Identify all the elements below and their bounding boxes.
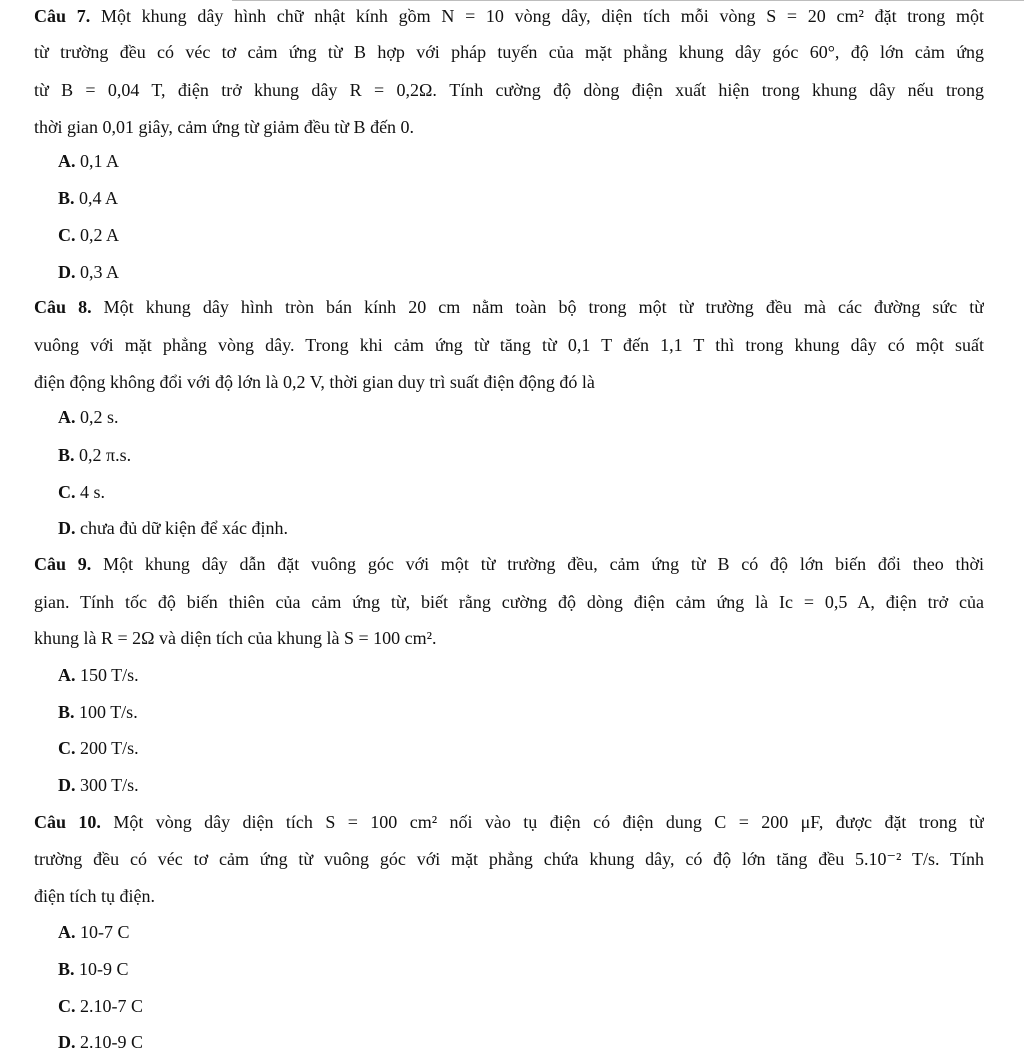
option-letter: A. <box>58 665 76 685</box>
option-letter: C. <box>58 996 76 1016</box>
option-text: 10-7 C <box>80 922 130 942</box>
q10-line-3: điện tích tụ điện. <box>34 886 155 906</box>
top-rule <box>232 0 1024 1</box>
option-letter: D. <box>58 518 76 538</box>
q7-option-d <box>58 261 119 283</box>
q9-option-b <box>58 701 138 723</box>
q9-line-1: Câu 9. Một khung dây dẫn đặt vuông góc với một từ trường đều, cảm ứng từ B có độ lớn biến đổi theo thời <box>34 554 984 574</box>
option-letter: D. <box>58 1032 76 1052</box>
q10-option-b <box>58 958 129 980</box>
option-letter: C. <box>58 482 76 502</box>
q10-option-a <box>58 921 130 943</box>
q9-option-d <box>58 774 139 796</box>
q9-option-a <box>58 664 139 686</box>
q8-line-1: Câu 8. Một khung dây hình tròn bán kính 20 cm nằm toàn bộ trong một từ trường đều mà các đường sức từ <box>34 297 984 317</box>
option-letter: B. <box>58 445 75 465</box>
q7-option-a <box>58 150 119 172</box>
option-text: 0,4 A <box>79 188 119 208</box>
option-text: 4 s. <box>80 482 106 502</box>
option-text: 0,3 A <box>80 262 120 282</box>
option-text: 0,2 A <box>80 225 120 245</box>
q9-line-3: khung là R = 2Ω và diện tích của khung là S = 100 cm². <box>34 628 437 648</box>
option-letter: D. <box>58 262 76 282</box>
option-text: 0,2 s. <box>80 407 119 427</box>
option-letter: A. <box>58 151 76 171</box>
q7-line-3: từ B = 0,04 T, điện trở khung dây R = 0,2Ω. Tính cường độ dòng điện xuất hiện trong khung dây nếu trong <box>34 80 984 100</box>
q8-line-3: điện động không đổi với độ lớn là 0,2 V, thời gian duy trì suất điện động đó là <box>34 372 595 392</box>
q8-option-c <box>58 481 105 503</box>
option-letter: A. <box>58 922 76 942</box>
option-text: 2.10-7 C <box>80 996 143 1016</box>
q9-option-c <box>58 737 139 759</box>
option-letter: C. <box>58 225 76 245</box>
q8-option-a <box>58 406 119 428</box>
q7-line-1: Câu 7. Một khung dây hình chữ nhật kính gồm N = 10 vòng dây, diện tích mỗi vòng S = 20 cm² đặt trong một <box>34 6 984 26</box>
q7-line-4: thời gian 0,01 giây, cảm ứng từ giảm đều từ B đến 0. <box>34 117 415 137</box>
option-text: 300 T/s. <box>80 775 139 795</box>
q8-option-d <box>58 517 288 539</box>
question-number: Câu 7. <box>34 6 91 26</box>
question-number: Câu 10. <box>34 812 101 832</box>
option-text: 200 T/s. <box>80 738 139 758</box>
option-text: 150 T/s. <box>80 665 139 685</box>
option-text: 0,2 π.s. <box>79 445 132 465</box>
option-letter: B. <box>58 188 75 208</box>
option-letter: D. <box>58 775 76 795</box>
option-text: 10-9 C <box>79 959 129 979</box>
q10-line-2: trường đều có véc tơ cảm ứng từ vuông góc với mặt phẳng chứa khung dây, có độ lớn tăng đều 5.10⁻² T/s. Tính <box>34 849 984 869</box>
q10-line-1: Câu 10. Một vòng dây diện tích S = 100 cm² nối vào tụ điện có điện dung C = 200 μF, được đặt trong từ <box>34 812 984 832</box>
option-letter: B. <box>58 959 75 979</box>
option-letter: A. <box>58 407 76 427</box>
option-letter: B. <box>58 702 75 722</box>
option-text: 2.10-9 C <box>80 1032 143 1052</box>
q10-option-c <box>58 995 143 1017</box>
q10-option-d <box>58 1031 143 1053</box>
q7-option-c <box>58 224 119 246</box>
q7-option-b <box>58 187 118 209</box>
option-letter: C. <box>58 738 76 758</box>
q7-line-2: từ trường đều có véc tơ cảm ứng từ B hợp với pháp tuyến của mặt phẳng khung dây góc 60°, độ lớn cảm ứng <box>34 42 984 62</box>
question-number: Câu 9. <box>34 554 92 574</box>
option-text: 100 T/s. <box>79 702 138 722</box>
q8-line-2: vuông với mặt phẳng vòng dây. Trong khi cảm ứng từ tăng từ 0,1 T đến 1,1 T thì trong khung dây có một suất <box>34 335 984 355</box>
option-text: 0,1 A <box>80 151 120 171</box>
q8-option-b <box>58 444 131 466</box>
option-text: chưa đủ dữ kiện để xác định. <box>80 518 288 538</box>
q9-line-2: gian. Tính tốc độ biến thiên của cảm ứng từ, biết rằng cường độ dòng điện cảm ứng là Ic = 0,5 A, điện trở của <box>34 592 984 612</box>
question-number: Câu 8. <box>34 297 92 317</box>
